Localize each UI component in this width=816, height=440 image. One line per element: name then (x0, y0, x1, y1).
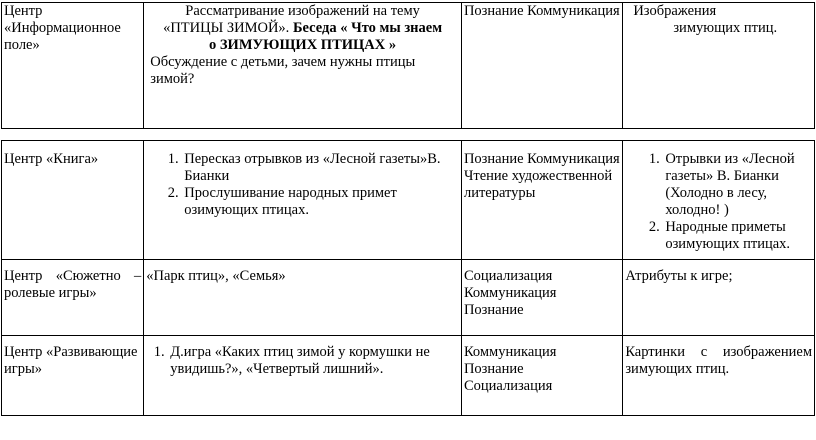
activity-list (146, 141, 459, 219)
materials-text: Картинки с изображением зимующих птиц. (625, 344, 812, 377)
activity-cell (144, 260, 462, 336)
area-item: Социализация (463, 268, 553, 284)
areas-text: Познание Коммуникация (463, 3, 620, 19)
table-row (2, 336, 815, 416)
area-item: Коммуникация (463, 344, 557, 360)
materials-cell (623, 3, 815, 129)
center-cell (2, 336, 144, 416)
areas-cell (461, 336, 622, 416)
list-item: 2. Народные приметы озимующих птицах. (663, 219, 812, 253)
table-row (2, 260, 815, 336)
center-name: Центр «Информационное поле» (4, 3, 121, 53)
materials-line: зимующих птиц. (673, 20, 778, 36)
center-name: Центр «Сюжетно – ролевые игры» (4, 268, 142, 301)
center-name: Центр «Развивающие игры» (4, 344, 138, 377)
activity-line: Рассматривание изображений на тему (185, 3, 420, 19)
center-cell (2, 141, 144, 260)
activity-cell (144, 336, 462, 416)
activity-talk-title-cont: о ЗИМУЮЩИХ ПТИЦАХ » (209, 37, 397, 53)
materials-cell (623, 336, 815, 416)
list-item: 2. Прослушивание народных примет озимующих птицах. (182, 185, 459, 219)
activity-cell (144, 141, 462, 260)
areas-text: Познание Коммуникация Чтение художественной литературы (463, 151, 620, 201)
area-item: Познание (463, 302, 524, 318)
area-item: Познание (463, 361, 524, 377)
center-name: Центр «Книга» (4, 151, 99, 167)
activity-discussion: Обсуждение с детьми, зачем нужны птицы зимой? (150, 54, 416, 87)
areas-cell (461, 141, 622, 260)
area-item: Коммуникация (463, 285, 557, 301)
center-cell (2, 3, 144, 129)
activity-text: «Парк птиц», «Семья» (146, 268, 286, 284)
materials-cell (623, 260, 815, 336)
activity-line (146, 20, 459, 37)
activity-list (146, 336, 459, 378)
area-item: Социализация (463, 378, 553, 394)
list-item: 1. Пересказ отрывков из «Лесной газеты»В. Бианки (182, 151, 459, 185)
materials-text: Атрибуты к игре; (625, 268, 733, 284)
table-row (2, 141, 815, 260)
activity-talk-title: Беседа « Что мы знаем (292, 20, 443, 36)
areas-cell (461, 260, 622, 336)
materials-list (625, 141, 812, 253)
activity-theme: «ПТИЦЫ ЗИМОЙ». (163, 20, 290, 36)
table-row (2, 3, 815, 129)
list-item: 1. Отрывки из «Лесной газеты» В. Бианки (Холодно в лесу, холодно! ) (663, 151, 812, 219)
activity-table-top (1, 2, 815, 129)
center-cell (2, 260, 144, 336)
materials-cell (623, 141, 815, 260)
activity-cell (144, 3, 462, 129)
areas-cell (461, 3, 622, 129)
list-item: 1. Д.игра «Каких птиц зимой у кормушки не увидишь?», «Четвертый лишний». (168, 344, 459, 378)
materials-line: Изображения (633, 3, 717, 19)
activity-table-bottom (1, 140, 815, 416)
